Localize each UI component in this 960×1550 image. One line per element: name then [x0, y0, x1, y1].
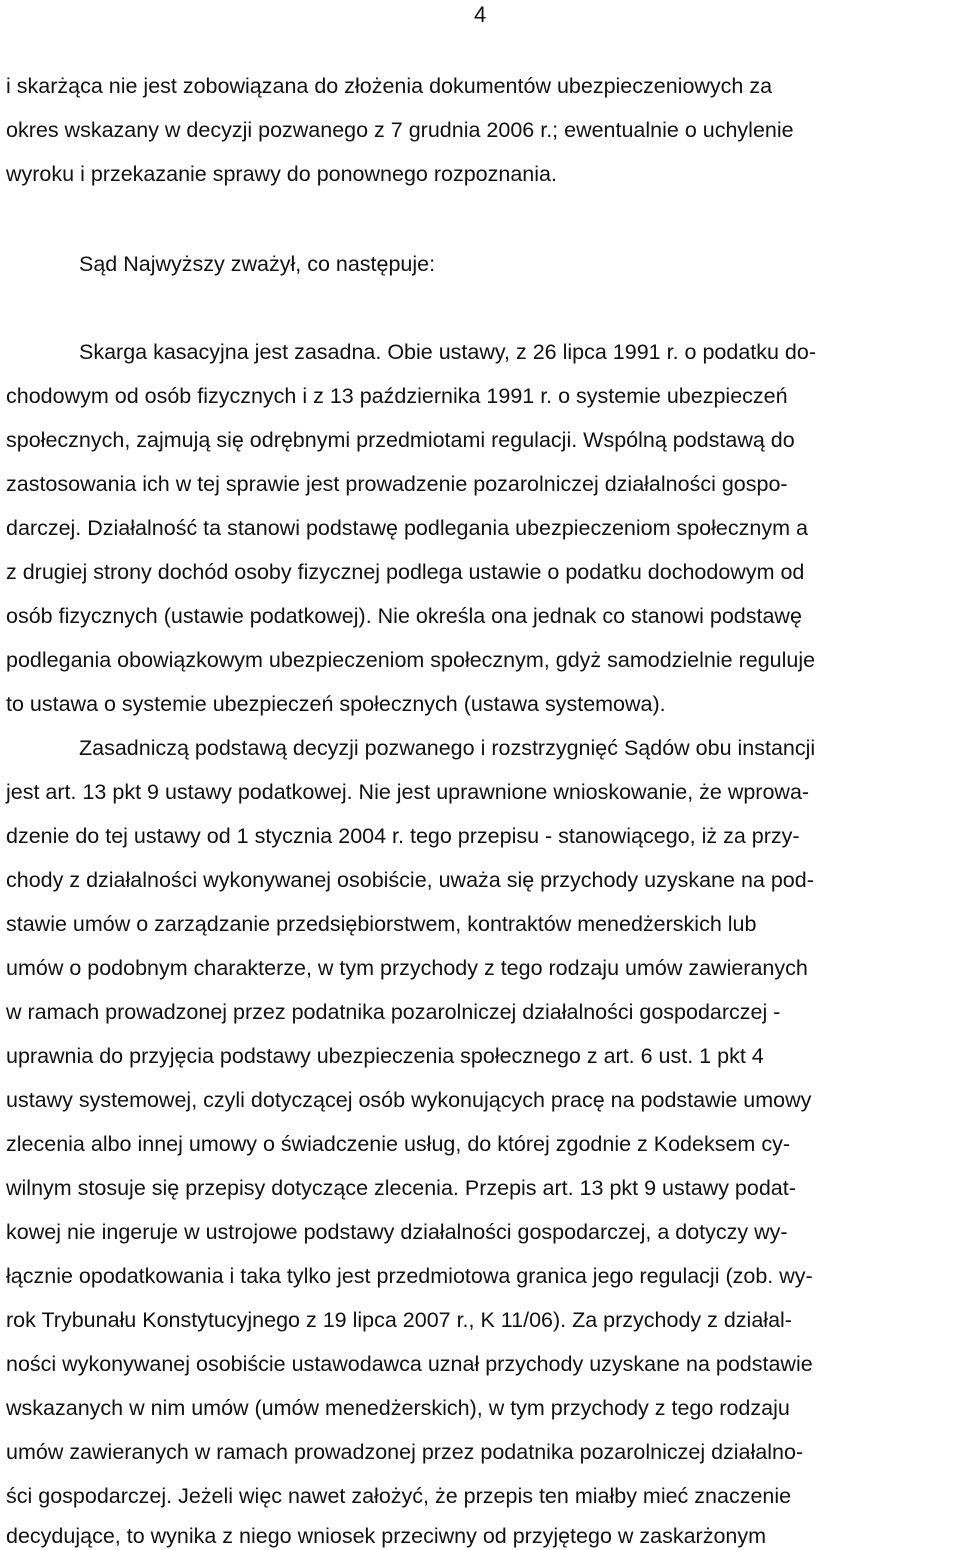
- text-line: podlegania obowiązkowym ubezpieczeniom społecznym, gdyż samodzielnie reguluje: [6, 648, 816, 672]
- text-line: zastosowania ich w tej sprawie jest prowadzenie pozarolniczej działalności gospo-: [6, 472, 788, 496]
- text-line: jest art. 13 pkt 9 ustawy podatkowej. Nie jest uprawnione wnioskowanie, że wprowa-: [6, 780, 810, 804]
- text-line: Skarga kasacyjna jest zasadna. Obie ustawy, z 26 lipca 1991 r. o podatku do-: [79, 340, 817, 364]
- text-line: chodowym od osób fizycznych i z 13 października 1991 r. o systemie ubezpieczeń: [6, 384, 788, 408]
- text-line: chody z działalności wykonywanej osobiście, uważa się przychody uzyskane na pod-: [6, 868, 814, 892]
- text-line: umów zawieranych w ramach prowadzonej przez podatnika pozarolniczej działalno-: [6, 1440, 804, 1464]
- text-line: wilnym stosuje się przepisy dotyczące zlecenia. Przepis art. 13 pkt 9 ustawy podat-: [6, 1176, 796, 1200]
- text-line: darczej. Działalność ta stanowi podstawę podlegania ubezpieczeniom społecznym a: [6, 516, 808, 540]
- text-line: uprawnia do przyjęcia podstawy ubezpieczenia społecznego z art. 6 ust. 1 pkt 4: [6, 1044, 764, 1068]
- section-heading: Sąd Najwyższy zważył, co następuje:: [79, 252, 436, 276]
- text-line: rok Trybunału Konstytucyjnego z 19 lipca 2007 r., K 11/06). Za przychody z działal-: [6, 1308, 792, 1332]
- text-line: ności wykonywanej osobiście ustawodawca uznał przychody uzyskane na podstawie: [6, 1352, 813, 1376]
- text-line: ści gospodarczej. Jeżeli więc nawet założyć, że przepis ten miałby mieć znaczenie: [6, 1484, 792, 1508]
- text-line: i skarżąca nie jest zobowiązana do złożenia dokumentów ubezpieczeniowych za: [6, 74, 773, 98]
- text-line: wyroku i przekazanie sprawy do ponownego rozpoznania.: [6, 162, 557, 186]
- text-line: w ramach prowadzonej przez podatnika pozarolniczej działalności gospodarczej -: [6, 1000, 781, 1024]
- text-line: kowej nie ingeruje w ustrojowe podstawy działalności gospodarczej, a dotyczy wy-: [6, 1220, 788, 1244]
- text-line: stawie umów o zarządzanie przedsiębiorstwem, kontraktów menedżerskich lub: [6, 912, 757, 936]
- text-line: łącznie opodatkowania i taka tylko jest przedmiotowa granica jego regulacji (zob. wy-: [6, 1264, 813, 1288]
- text-line: dzenie do tej ustawy od 1 stycznia 2004 r. tego przepisu - stanowiącego, iż za przy-: [6, 824, 800, 848]
- text-line: społecznych, zajmują się odrębnymi przedmiotami regulacji. Wspólną podstawą do: [6, 428, 795, 452]
- page-number: 4: [474, 2, 487, 27]
- text-line: osób fizycznych (ustawie podatkowej). Nie określa ona jednak co stanowi podstawę: [6, 604, 802, 628]
- text-line: ustawy systemowej, czyli dotyczącej osób wykonujących pracę na podstawie umowy: [6, 1088, 812, 1112]
- text-line: to ustawa o systemie ubezpieczeń społecznych (ustawa systemowa).: [6, 692, 666, 716]
- text-line: umów o podobnym charakterze, w tym przychody z tego rodzaju umów zawieranych: [6, 956, 808, 980]
- text-line: Zasadniczą podstawą decyzji pozwanego i rozstrzygnięć Sądów obu instancji: [79, 736, 816, 760]
- text-line: zlecenia albo innej umowy o świadczenie usług, do której zgodnie z Kodeksem cy-: [6, 1132, 790, 1156]
- text-line: wskazanych w nim umów (umów menedżerskich), w tym przychody z tego rodzaju: [6, 1396, 790, 1420]
- text-line: okres wskazany w decyzji pozwanego z 7 grudnia 2006 r.; ewentualnie o uchylenie: [6, 118, 794, 142]
- text-line: z drugiej strony dochód osoby fizycznej podlega ustawie o podatku dochodowym od: [6, 560, 805, 584]
- text-line: decydujące, to wynika z niego wniosek przeciwny od przyjętego w zaskarżonym: [6, 1524, 767, 1548]
